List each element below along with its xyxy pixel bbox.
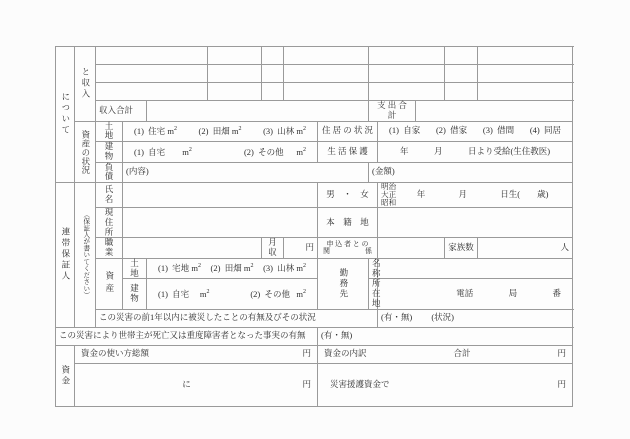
dob-year-label: 年 <box>416 189 426 200</box>
income-cell-r3c5[interactable] <box>369 83 445 101</box>
welfare-label: 生 活 保 護 <box>318 142 378 163</box>
guarantor-vertical-label: 連帯保証人 <box>56 183 75 328</box>
funds-body-row <box>56 363 573 406</box>
income-sub-vertical-label: と収入 <box>75 47 96 122</box>
dob-month-label: 月 <box>458 189 468 200</box>
income-cell-r2c7[interactable] <box>478 65 573 83</box>
assets-land-row <box>56 121 573 142</box>
debt-content-field[interactable]: (内容) <box>123 162 369 183</box>
guarantor-name-row <box>56 183 573 208</box>
workplace-name-input[interactable] <box>378 258 573 279</box>
workplace-location-label: 所 在 地 <box>369 279 378 309</box>
guarantor-land-label: 土 地 <box>123 258 147 279</box>
income-cell-r2c1[interactable] <box>96 65 208 83</box>
building-options[interactable]: (1) 自宅 $m^2$ (2) その他 $m^2$ <box>123 142 318 163</box>
funds-vertical-label: 資金 <box>56 345 75 406</box>
funds-breakdown-header: 資金の内訳 合計 円 <box>318 345 573 363</box>
income-cell-r1c1[interactable] <box>96 47 208 65</box>
guarantor-assets-vertical-label: 資産 <box>96 258 123 309</box>
income-cell-r2c6[interactable] <box>445 65 478 83</box>
income-cell-r1c5[interactable] <box>369 47 445 65</box>
assets-building-row <box>56 142 573 163</box>
breakdown-item-yen: 円 <box>557 378 567 389</box>
expense-total-label: 支 出 合 計 <box>369 101 416 122</box>
question-2-text: この災害により世帯主が死亡又は重度障害者となった事実の有無 <box>56 327 318 345</box>
era-taisho[interactable]: 大正 <box>381 190 397 200</box>
question-1-answer[interactable] <box>378 309 573 327</box>
breakdown-total-yen: 円 <box>557 348 567 359</box>
workplace-location-input[interactable] <box>378 279 573 309</box>
funds-usage-total-header: 資金の使い方総額 円 <box>75 345 318 363</box>
expense-total-value[interactable] <box>416 101 573 122</box>
relation-input[interactable] <box>378 238 445 259</box>
income-cell-r1c2[interactable] <box>208 47 262 65</box>
income-cell-r1c7[interactable] <box>478 47 573 65</box>
income-cell-r1c3[interactable] <box>262 47 284 65</box>
guarantor-building-row <box>56 279 573 309</box>
application-form-table <box>55 46 573 407</box>
family-count-label: 家族数 <box>445 238 478 259</box>
guarantor-name-label: 氏 名 <box>96 183 123 208</box>
income-vertical-label: について <box>56 47 75 183</box>
usage-detail-yen: 円 <box>302 378 312 389</box>
guarantor-address-input[interactable] <box>123 208 318 238</box>
income-empty-row-3 <box>56 83 573 101</box>
question-row-1 <box>56 309 573 327</box>
guarantor-dob-field[interactable] <box>378 183 573 208</box>
guarantor-occupation-row <box>56 238 573 259</box>
guarantor-gender-label[interactable]: 男 ・ 女 <box>318 183 378 208</box>
income-empty-row-1 <box>56 47 573 65</box>
income-empty-row-2 <box>56 65 573 83</box>
income-cell-r1c6[interactable] <box>445 47 478 65</box>
funds-breakdown-detail[interactable] <box>318 363 573 406</box>
income-total-value[interactable] <box>147 101 369 122</box>
guarantor-address-label: 現 住 所 <box>96 208 123 238</box>
phone-exchange-label: 局 <box>508 288 518 299</box>
welfare-value[interactable]: 年 月 日より受給(生住教医) <box>378 142 573 163</box>
income-cell-r2c4[interactable] <box>284 65 369 83</box>
guarantor-occupation-input[interactable] <box>123 238 262 259</box>
totals-row <box>56 101 573 122</box>
breakdown-item-label: 災害援護資金で <box>330 378 390 389</box>
guarantor-land-row <box>56 258 573 279</box>
residence-status-label: 住 居 の 状 況 <box>318 121 378 142</box>
era-meiji[interactable]: 明治 <box>381 182 397 192</box>
workplace-vertical-label: 勤務先 <box>318 258 369 309</box>
guarantor-building-label: 建 物 <box>123 279 147 309</box>
q1-status-label: (状況) <box>431 312 454 323</box>
monthly-income-input[interactable]: 円 <box>284 238 318 259</box>
debt-label: 負 債 <box>96 162 123 183</box>
land-label: 土 地 <box>96 121 123 142</box>
guarantor-land-options[interactable]: (1) 宅地 $m^2$ (2) 田畑 $m^2$ (3) 山林 $m^2$ <box>147 258 318 279</box>
breakdown-total-label: 合計 <box>453 348 471 359</box>
usage-total-yen: 円 <box>302 348 312 359</box>
workplace-name-label: 名 称 <box>369 258 378 279</box>
dob-day-age-label: 日生( 歳) <box>500 189 549 200</box>
guarantor-registry-input[interactable] <box>378 208 573 238</box>
assets-status-vertical-label: 資産の状況 <box>75 121 96 183</box>
income-cell-r3c7[interactable] <box>478 83 573 101</box>
usage-particle: に <box>182 378 191 389</box>
income-cell-r2c5[interactable] <box>369 65 445 83</box>
phone-label: 電話 <box>456 288 474 299</box>
monthly-income-label: 月 収 <box>262 238 284 259</box>
income-cell-r3c6[interactable] <box>445 83 478 101</box>
income-cell-r3c4[interactable] <box>284 83 369 101</box>
q1-yes-no[interactable]: (有・無) <box>381 312 413 323</box>
income-cell-r2c2[interactable] <box>208 65 262 83</box>
income-cell-r3c2[interactable] <box>208 83 262 101</box>
phone-number-label: 番 <box>552 288 562 299</box>
income-cell-r1c4[interactable] <box>284 47 369 65</box>
assets-debt-row <box>56 162 573 183</box>
guarantor-address-row <box>56 208 573 238</box>
income-cell-r2c3[interactable] <box>262 65 284 83</box>
question-1-text: この災害の前1年以内に被災したことの有無及びその状況 <box>96 309 378 327</box>
guarantor-vertical-note: （保証人が書いてください） <box>75 183 96 328</box>
building-label: 建 物 <box>96 142 123 163</box>
income-total-label: 収入合計 <box>96 101 147 122</box>
income-cell-r3c1[interactable] <box>96 83 208 101</box>
income-cell-r3c3[interactable] <box>262 83 284 101</box>
funds-header-row <box>56 345 573 363</box>
family-count-input[interactable]: 人 <box>478 238 573 259</box>
guarantor-building-options[interactable]: (1) 自宅 $m^2$ (2) その他 $m^2$ <box>147 279 318 309</box>
question-row-2 <box>56 327 573 345</box>
question-2-answer[interactable] <box>318 327 573 345</box>
era-showa[interactable]: 昭和 <box>381 198 397 208</box>
q2-yes-no[interactable]: (有・無) <box>321 330 353 341</box>
guarantor-registry-label: 本 籍 地 <box>318 208 378 238</box>
relation-label: 申 込 者 と の 関 係 <box>318 238 378 259</box>
guarantor-name-input[interactable] <box>123 183 318 208</box>
guarantor-occupation-label: 職 業 <box>96 238 123 259</box>
funds-usage-detail[interactable] <box>75 363 318 406</box>
form-sheet <box>55 46 572 407</box>
debt-amount-field[interactable]: (金額) <box>369 162 573 183</box>
residence-options[interactable]: (1) 自家 (2) 借家 (3) 借間 (4) 同居 <box>378 121 573 142</box>
land-options[interactable]: (1) 住宅 $m^2$ (2) 田畑 $m^2$ (3) 山林 $m^2$ <box>123 121 318 142</box>
